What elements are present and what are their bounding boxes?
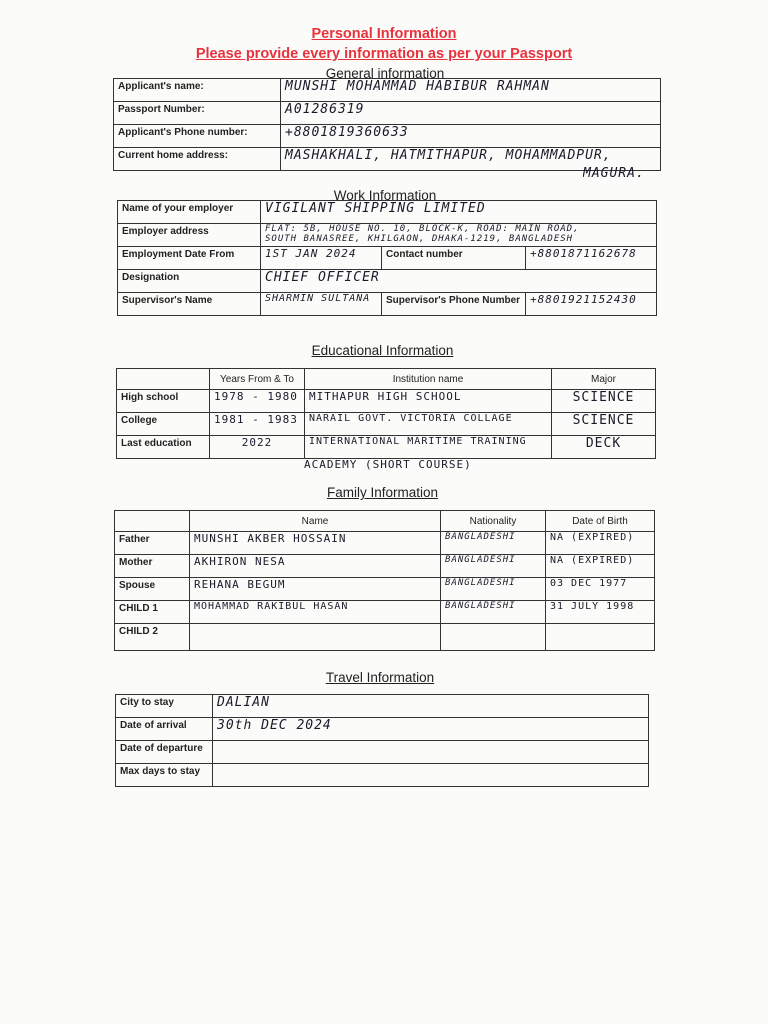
- passport-number-label: Passport Number:: [114, 102, 281, 125]
- supervisor-name-label: Supervisor's Name: [118, 293, 261, 316]
- applicant-phone-label: Applicant's Phone number:: [114, 125, 281, 148]
- mother-nationality[interactable]: BANGLADESHI: [441, 555, 546, 578]
- table-row: [118, 201, 657, 224]
- education-header-blank: [117, 369, 210, 390]
- travel-heading: Travel Information: [325, 670, 435, 685]
- employer-address-line2: SOUTH BANASREE, KHILGAON, DHAKA-1219, BANGLADESH: [265, 234, 574, 244]
- college-years[interactable]: 1981 - 1983: [210, 413, 305, 436]
- supervisor-name-value[interactable]: SHARMIN SULTANA: [261, 293, 382, 316]
- home-address-overflow: MAGURA.: [583, 166, 645, 181]
- father-label: Father: [115, 532, 190, 555]
- work-table: [117, 200, 657, 316]
- applicant-phone-value[interactable]: +8801819360633: [281, 125, 661, 148]
- spouse-nationality[interactable]: BANGLADESHI: [441, 578, 546, 601]
- child2-dob[interactable]: [546, 624, 655, 651]
- table-row: [115, 624, 655, 651]
- home-address-value[interactable]: MASHAKHALI, HATMITHAPUR, MOHAMMADPUR,: [281, 148, 661, 171]
- spouse-dob[interactable]: 03 DEC 1977: [546, 578, 655, 601]
- spouse-label: Spouse: [115, 578, 190, 601]
- table-row: [115, 555, 655, 578]
- arrival-label: Date of arrival: [116, 718, 213, 741]
- family-table: [114, 510, 655, 651]
- table-row: [115, 511, 655, 532]
- supervisor-phone-label: Supervisor's Phone Number: [382, 293, 526, 316]
- table-row: [115, 532, 655, 555]
- contact-number-value[interactable]: +8801871162678: [526, 247, 657, 270]
- employer-address-label: Employer address: [118, 224, 261, 247]
- departure-label: Date of departure: [116, 741, 213, 764]
- employer-address-value[interactable]: [261, 224, 657, 247]
- table-row: [116, 764, 649, 787]
- table-row: [114, 125, 661, 148]
- mother-name[interactable]: AKHIRON NESA: [190, 555, 441, 578]
- education-table: [116, 368, 656, 459]
- child2-nationality[interactable]: [441, 624, 546, 651]
- city-value[interactable]: DALIAN: [213, 695, 649, 718]
- high-school-major[interactable]: SCIENCE: [552, 390, 656, 413]
- applicant-name-value[interactable]: MUNSHI MOHAMMAD HABIBUR RAHMAN: [281, 79, 661, 102]
- employer-value[interactable]: VIGILANT SHIPPING LIMITED: [261, 201, 657, 224]
- employment-date-value[interactable]: 1ST JAN 2024: [261, 247, 382, 270]
- nationality-header: Nationality: [441, 511, 546, 532]
- contact-number-label: Contact number: [382, 247, 526, 270]
- child1-nationality[interactable]: BANGLADESHI: [441, 601, 546, 624]
- father-name[interactable]: MUNSHI AKBER HOSSAIN: [190, 532, 441, 555]
- employer-label: Name of your employer: [118, 201, 261, 224]
- major-header: Major: [552, 369, 656, 390]
- mother-dob[interactable]: NA (EXPIRED): [546, 555, 655, 578]
- education-heading: Educational Information: [311, 343, 454, 358]
- college-major[interactable]: SCIENCE: [552, 413, 656, 436]
- travel-table: [115, 694, 649, 787]
- child1-label: CHILD 1: [115, 601, 190, 624]
- designation-value[interactable]: CHIEF OFFICER: [261, 270, 657, 293]
- father-nationality[interactable]: BANGLADESHI: [441, 532, 546, 555]
- table-row: [115, 578, 655, 601]
- last-education-major[interactable]: DECK: [552, 436, 656, 459]
- table-row: [117, 369, 656, 390]
- home-address-label: Current home address:: [114, 148, 281, 171]
- mother-label: Mother: [115, 555, 190, 578]
- table-row: [114, 148, 661, 171]
- table-row: [116, 718, 649, 741]
- table-row: [117, 390, 656, 413]
- table-row: [118, 293, 657, 316]
- high-school-institution[interactable]: MITHAPUR HIGH SCHOOL: [305, 390, 552, 413]
- family-header-blank: [115, 511, 190, 532]
- designation-label: Designation: [118, 270, 261, 293]
- form-title: Personal Information: [311, 26, 457, 42]
- child1-name[interactable]: MOHAMMAD RAKIBUL HASAN: [190, 601, 441, 624]
- spouse-name[interactable]: REHANA BEGUM: [190, 578, 441, 601]
- max-days-label: Max days to stay: [116, 764, 213, 787]
- table-row: [117, 413, 656, 436]
- table-row: [117, 436, 656, 459]
- employment-date-label: Employment Date From: [118, 247, 261, 270]
- applicant-name-label: Applicant's name:: [114, 79, 281, 102]
- last-education-institution[interactable]: INTERNATIONAL MARITIME TRAINING: [305, 436, 552, 459]
- years-header: Years From & To: [210, 369, 305, 390]
- child1-dob[interactable]: 31 JULY 1998: [546, 601, 655, 624]
- city-label: City to stay: [116, 695, 213, 718]
- employer-address-line1: FLAT: 5B, HOUSE NO. 10, BLOCK-K, ROAD: MAIN ROAD,: [265, 224, 580, 234]
- last-education-years[interactable]: 2022: [210, 436, 305, 459]
- arrival-value[interactable]: 30th DEC 2024: [213, 718, 649, 741]
- table-row: [116, 695, 649, 718]
- table-row: [114, 79, 661, 102]
- general-heading: General information: [325, 66, 445, 81]
- general-table: [113, 78, 661, 171]
- college-institution[interactable]: NARAIL GOVT. VICTORIA COLLAGE: [305, 413, 552, 436]
- child2-name[interactable]: [190, 624, 441, 651]
- child2-label: CHILD 2: [115, 624, 190, 651]
- max-days-value[interactable]: [213, 764, 649, 787]
- name-header: Name: [190, 511, 441, 532]
- table-row: [118, 247, 657, 270]
- high-school-years[interactable]: 1978 - 1980: [210, 390, 305, 413]
- table-row: [114, 102, 661, 125]
- table-row: [118, 270, 657, 293]
- high-school-label: High school: [117, 390, 210, 413]
- family-heading: Family Information: [326, 485, 439, 500]
- dob-header: Date of Birth: [546, 511, 655, 532]
- departure-value[interactable]: [213, 741, 649, 764]
- table-row: [116, 741, 649, 764]
- institution-overflow: ACADEMY (SHORT COURSE): [304, 458, 472, 471]
- father-dob[interactable]: NA (EXPIRED): [546, 532, 655, 555]
- institution-header: Institution name: [305, 369, 552, 390]
- form-subtitle: Please provide every information as per your Passport: [195, 46, 573, 62]
- supervisor-phone-value[interactable]: +8801921152430: [526, 293, 657, 316]
- last-education-label: Last education: [117, 436, 210, 459]
- work-heading: Work Information: [333, 188, 437, 203]
- table-row: [115, 601, 655, 624]
- college-label: College: [117, 413, 210, 436]
- passport-number-value[interactable]: A01286319: [281, 102, 661, 125]
- table-row: [118, 224, 657, 247]
